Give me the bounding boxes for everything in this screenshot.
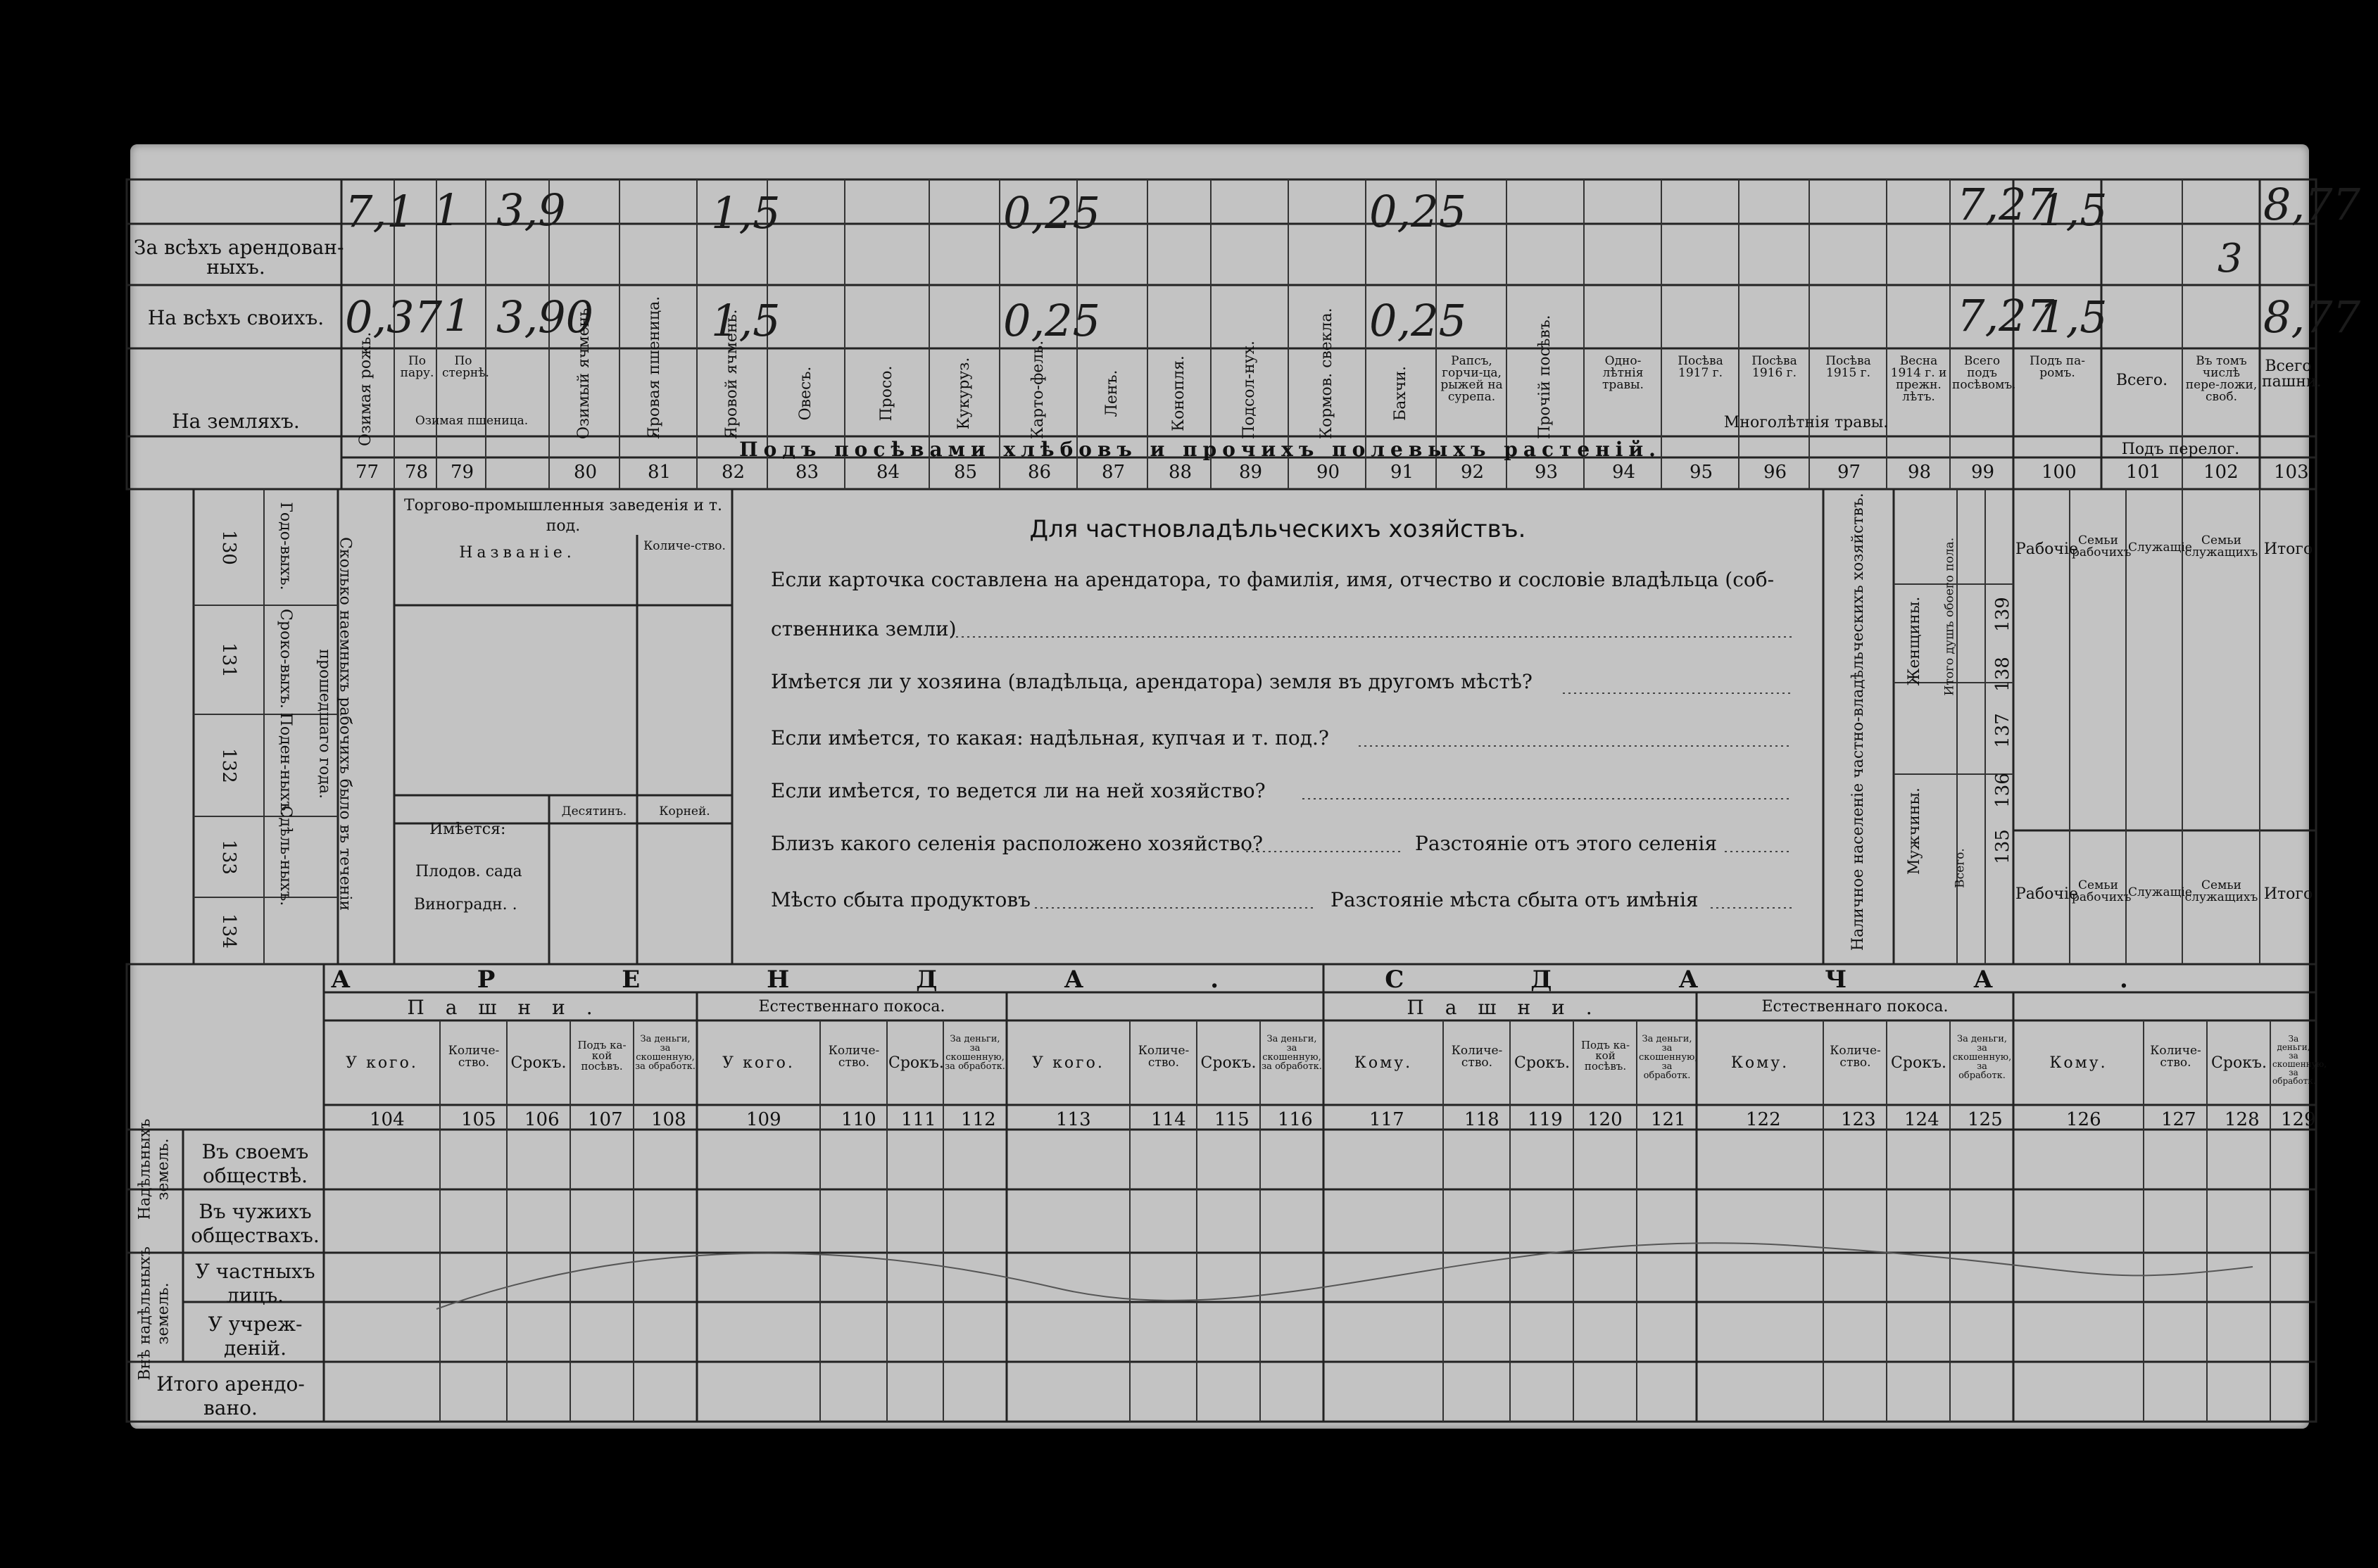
col-header: Рапсъ, горчи-цa, рыжей на сурепа. [1440,354,1503,404]
col-number: 97 [1837,462,1861,483]
col-header: Подсол-нух. [1240,341,1258,439]
handwritten-barley-total: 1,5 [711,187,781,239]
row-group-vne: Внѣ надѣльныхъ земель. [136,1246,172,1381]
col-number: 120 [1587,1109,1623,1130]
col-kolichestvo: Количе-ство. [2150,1044,2201,1070]
col-pod-kakoy: Подъ ка-кой посѣвъ. [1580,1039,1630,1073]
population-number: 138 [1992,657,2013,692]
population-caption: Наличное населенiе частно-владѣльческихъ хозяйствъ. [1849,493,1867,951]
col-number: 96 [1763,462,1787,483]
question-market: Мѣсто сбыта продуктовъ [771,888,1031,911]
col-number: 122 [1746,1109,1781,1130]
col-srok: Срокъ. [888,1054,944,1072]
col-u-kogo: У кого. [1032,1054,1105,1072]
handwritten-arable-total: 8,77 [2263,179,2361,230]
row-other-society: Въ чужихъ обществахъ. [191,1200,320,1247]
col-number: 89 [1239,462,1263,483]
col-u-kogo: У кого. [346,1054,418,1072]
handwritten-potato-own: 0,25 [1003,295,1101,346]
col-header: Ленъ. [1103,369,1121,417]
col-number: 117 [1369,1109,1404,1130]
col-pod-kakoy: Подъ ка-кой посѣвъ. [577,1039,627,1073]
col-number: 81 [648,462,672,483]
col-komu: Кому. [1354,1054,1413,1072]
sublease-meadow: Естественнаго покоса. [1761,998,1949,1016]
trade-title: Торгово-промышленныя заведенiя и т. под. [403,497,723,535]
worker-number: 134 [218,913,239,949]
handwritten-stubble-total: 3,9 [496,184,566,236]
col-number: 108 [651,1109,686,1130]
col-za-dengi: За деньги, за скошенную, за обработк. [1262,1034,1322,1072]
right-col-total-2: Итого [2263,885,2313,903]
subheader-fallow: Подъ перелог. [2121,441,2240,458]
gardens-vineyard: Виноградн. . [414,896,517,913]
right-col-employees: Служащiе [2128,540,2192,555]
worker-type-piece: Сдѣль-ныхъ. [277,805,294,906]
row-institutions: У учреж-денiй. [208,1313,303,1360]
col-header: Подъ па-ромъ. [2030,354,2085,380]
col-number: 102 [2203,462,2239,483]
col-number: 83 [795,462,819,483]
population-souls-label: Итого душъ обоего пола. [1942,537,1957,696]
col-za-dengi: За деньги, за скошенную, за обработк. [2272,1034,2327,1086]
sown-crops-banner: Подъ посѣвами хлѣбовъ и прочихъ полевыхъ растенiй. [739,438,1661,461]
population-number: 139 [1992,597,2013,632]
question-farming: Если имѣется, то ведется ли на ней хозяйство? [771,779,1266,802]
col-number: 77 [356,462,379,483]
handwritten-sown-total: 7,27 [1957,179,2055,230]
handwritten-rye-own: 0,37 [345,291,443,343]
col-kolichestvo: Количе-ство. [448,1044,500,1070]
col-header: Посѣва 1916 г. [1751,354,1797,380]
right-col-worker-families-2: Семьи рабочихъ [2072,878,2132,904]
col-header: Озимый ячмень. [575,303,593,439]
handwritten-rye-total: 7,1 [345,186,415,237]
col-number: 113 [1056,1109,1091,1130]
col-number: 98 [1908,462,1932,483]
col-number: 95 [1690,462,1713,483]
row-private-persons: У частныхъ лицъ. [195,1260,315,1307]
col-header: Кукуруз. [955,357,973,430]
col-header: Посѣва 1915 г. [1825,354,1871,380]
handwritten-melon-own: 0,25 [1369,295,1467,346]
col-za-dengi: За деньги, за скошенную, за обработк. [1952,1034,2012,1081]
population-total-label: Всего. [1953,848,1968,888]
col-number: 126 [2066,1109,2101,1130]
handwritten-stubble-own: 3,90 [496,291,594,343]
col-number: 127 [2161,1109,2196,1130]
right-col-total: Итого [2263,540,2313,558]
col-number: 115 [1214,1109,1250,1130]
col-number: 79 [451,462,474,483]
question-other-land: Имѣется ли у хозяина (владѣльца, арендатора) земля въ другомъ мѣстѣ? [771,670,1533,693]
col-srok: Срокъ. [2211,1054,2267,1072]
col-number: 99 [1971,462,1995,483]
gardens-orchard: Плодов. сада [415,863,522,880]
col-number: 129 [2281,1109,2316,1130]
col-number: 100 [2042,462,2077,483]
handwritten-melon-total: 0,25 [1369,186,1467,237]
col-number: 125 [1968,1109,2003,1130]
col-number: 103 [2274,462,2309,483]
col-header: Озимая рожь. [357,331,375,446]
col-number: 86 [1028,462,1052,483]
question-owner: Если карточка составлена на арендатора, то фамилiя, имя, отчество и сословiе владѣльца (соб- [771,568,1775,591]
col-number: 106 [524,1109,560,1130]
population-number: 137 [1992,713,2013,748]
col-header: Яровая пшеница. [646,296,663,439]
population-number: 136 [1992,773,2013,808]
gardens-has: Имѣется: [429,821,506,838]
right-col-workers-2: Рабочiе [2015,885,2079,903]
col-header: Одно-лѣтнiя травы. [1602,354,1644,392]
col-number: 88 [1169,462,1193,483]
worker-type-daily: Поден-ныхъ. [277,712,294,816]
lease-heading: АРЕНДА. [331,966,1346,994]
col-header: Карто-фель. [1029,340,1047,439]
row-group-nadel: Надѣльныхъ земель. [136,1118,172,1220]
col-number: 119 [1528,1109,1563,1130]
col-header: Просо. [878,365,895,422]
col-number: 111 [901,1109,936,1130]
col-number: 94 [1612,462,1636,483]
col-kolichestvo: Количе-ство. [1830,1044,1881,1070]
col-kolichestvo: Количе-ство. [828,1044,880,1070]
col-komu: Кому. [1730,1054,1789,1072]
row-total-leased: Итого арендо-вано. [156,1372,305,1420]
col-number: 87 [1102,462,1126,483]
col-header: Овесъ. [797,366,814,421]
question-market-distance: Разстоянiе мѣста сбыта отъ имѣнiя [1330,888,1699,911]
col-number: 112 [961,1109,996,1130]
col-number: 105 [461,1109,496,1130]
col-za-dengi: За деньги, за скошенную, за обработк. [635,1034,696,1072]
col-number: 121 [1651,1109,1686,1130]
lease-arable: Пашни. [407,996,614,1019]
col-header: Конопля. [1170,355,1188,431]
worker-type-annual: Годо-выхъ. [277,502,294,590]
handwritten-margin-mark: 3 [2217,236,2243,282]
col-header: Яровой ячмень. [723,309,741,439]
col-header: Всего. [2115,372,2168,389]
row-label-own: На всѣхъ своихъ. [147,306,325,329]
population-number: 135 [1992,829,2013,864]
question-village-distance: Разстоянiе отъ этого селенiя [1415,832,1717,855]
col-header: Всего пашни. [2262,358,2322,391]
col-header: Бахчи. [1392,366,1409,421]
col-number: 78 [405,462,429,483]
worker-number: 130 [218,530,239,565]
col-number: 128 [2225,1109,2260,1130]
subheader-perennial: Многолѣтнiя травы. [1723,414,1889,431]
question-land-type: Если имѣется, то какая: надѣльная, купчая и т. под.? [771,726,1329,750]
sublease-heading: СДАЧА. [1385,966,2255,994]
col-kolichestvo: Количе-ство. [1138,1044,1190,1070]
col-header: Въ томъ числѣ пере-ложи, своб. [2185,354,2258,404]
col-kolichestvo: Количе-ство. [1451,1044,1503,1070]
col-number: 93 [1535,462,1559,483]
col-srok: Срокъ. [1891,1054,1946,1072]
worker-number: 131 [218,643,239,678]
col-header: По стернѣ. [442,354,489,380]
col-number: 82 [722,462,746,483]
trade-count-header: Количе-ство. [643,539,726,553]
right-col-workers: Рабочiе [2015,540,2079,558]
trade-name-header: Названiе. [459,544,576,562]
row-label-leased: За всѣхъ арендован- ныхъ. [134,236,344,279]
row-label-lands: На земляхъ. [172,410,300,433]
gardens-roots: Корней. [659,804,710,818]
col-number: 116 [1278,1109,1313,1130]
col-srok: Срокъ. [1200,1054,1257,1072]
col-header: Всего подъ посѣвомъ. [1952,354,2016,392]
col-srok: Срокъ. [510,1054,567,1072]
col-header: Посѣва 1917 г. [1678,354,1723,380]
col-srok: Срокъ. [1514,1054,1570,1072]
worker-type-term: Сроко-выхъ. [277,609,294,709]
col-number: 107 [588,1109,623,1130]
col-header: Прочiй посѣвъ. [1536,315,1554,439]
hired-workers-caption: Сколько наемныхъ рабочихъ было въ теченiи прошедшаго года. [316,537,354,911]
right-col-employee-families: Семьи служащихъ [2184,533,2258,559]
lease-meadow: Естественнаго покоса. [758,998,945,1016]
col-number: 123 [1841,1109,1876,1130]
col-number: 90 [1316,462,1340,483]
population-men: Мужчины. [1906,787,1923,875]
worker-number: 132 [218,748,239,783]
col-number: 84 [876,462,900,483]
handwritten-fallow2-own: 1,5 [2038,291,2108,343]
handwritten-potato-total: 0,25 [1003,187,1101,239]
col-number: 124 [1904,1109,1939,1130]
col-number: 101 [2126,462,2161,483]
col-number: 80 [574,462,598,483]
col-number: 85 [954,462,978,483]
col-number: 110 [841,1109,876,1130]
handwritten-fallow2-total: 1,5 [2038,184,2108,236]
right-col-worker-families: Семьи рабочихъ [2072,533,2132,559]
col-u-kogo: У кого. [722,1054,795,1072]
sublease-arable: Пашни. [1407,996,1613,1019]
worker-number: 133 [218,840,239,875]
handwritten-fallow-total: 1 [433,184,461,236]
col-number: 109 [746,1109,781,1130]
col-header: По пару. [400,354,434,380]
question-village: Близъ какого селенiя расположено хозяйство? [771,832,1264,855]
col-za-dengi: За деньги, за скошенную, за обработк. [1639,1034,1698,1081]
col-number: 118 [1464,1109,1499,1130]
subheader-winter-wheat: Озимая пшеница. [415,414,529,428]
col-header: Весна 1914 г. и прежн. лѣтъ. [1890,354,1947,404]
handwritten-arable-own: 8,77 [2263,291,2361,343]
handwritten-barley-own: 1,5 [711,295,781,346]
right-col-employee-families-2: Семьи служащихъ [2184,878,2258,904]
question-owner-cont: ственника земли) [771,617,957,640]
col-za-dengi: За деньги, за скошенную, за обработк. [945,1034,1005,1072]
col-number: 92 [1461,462,1485,483]
col-number: 91 [1390,462,1414,483]
col-header: Кормов. свекла. [1318,308,1335,439]
gardens-desyatin: Десятинъ. [561,804,627,818]
private-farms-title: Для частновладѣльческихъ хозяйствъ. [1029,515,1526,543]
right-col-employees-2: Служащiе [2128,885,2192,899]
row-own-society: Въ своемъ обществѣ. [201,1140,309,1187]
col-number: 114 [1151,1109,1186,1130]
handwritten-sown-own: 7,27 [1957,290,2055,341]
col-komu: Кому. [2049,1054,2108,1072]
population-women: Женщины. [1906,596,1923,686]
col-number: 104 [370,1109,405,1130]
handwritten-fallow-own: 1 [443,290,472,341]
